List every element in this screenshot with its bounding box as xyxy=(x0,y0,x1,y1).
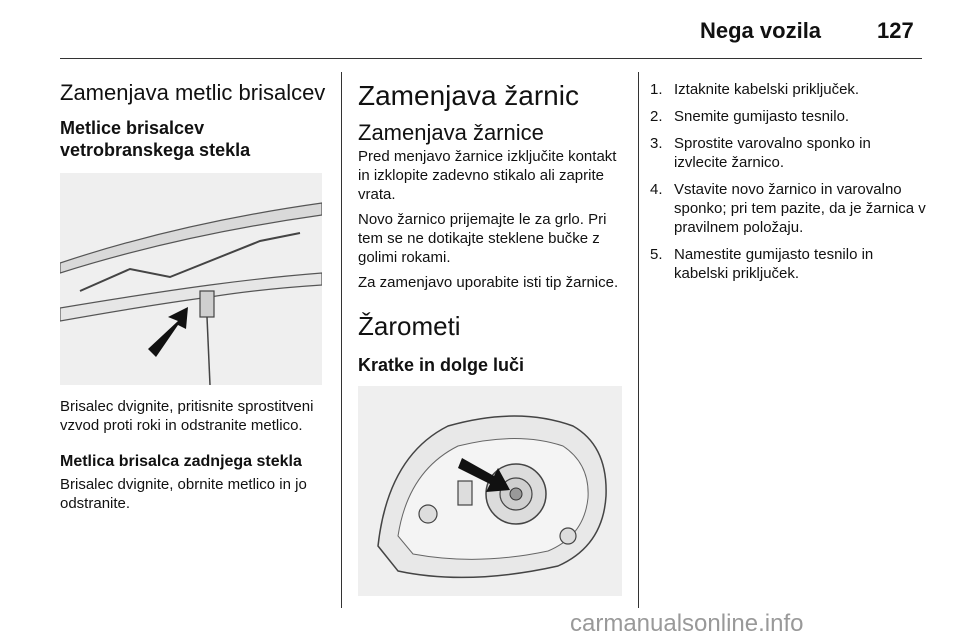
bulb-steps-list xyxy=(650,80,928,283)
section-heading-wiper-blades: Zamenjava metlic brisalcev xyxy=(60,80,326,105)
subheading-windscreen-blades: Metlice brisalcev vetrobranskega stekla xyxy=(60,118,251,160)
wiper-illustration xyxy=(60,173,322,385)
step-number: 4. xyxy=(650,181,663,198)
middle-column xyxy=(358,80,624,596)
bulb-paragraph-handling: Novo žarnico prijemajte le za grlo. Pri tem se ne dotikajte steklene bučke z golimi rokami. xyxy=(358,211,607,266)
list-item xyxy=(650,134,928,172)
bulb-paragraph-ignition: Pred menjavo žarnice izključite kontakt in izklopite zadevno stikalo ali zaprite vrata. xyxy=(358,148,617,203)
wiper-arm-drawing xyxy=(60,173,322,385)
header-title: Nega vozila xyxy=(700,18,822,43)
list-item xyxy=(650,245,928,283)
subheading-low-high-beam: Kratke in dolge luči xyxy=(358,355,525,375)
step-number: 2. xyxy=(650,108,663,125)
step-number: 3. xyxy=(650,135,663,152)
watermark: carmanualsonline.info xyxy=(570,610,804,637)
step-text: Sprostite varovalno sponko in izvlecite žarnico. xyxy=(674,135,871,171)
step-text: Snemite gumijasto tesnilo. xyxy=(674,108,850,125)
headlight-illustration xyxy=(358,386,622,596)
list-item xyxy=(650,80,928,99)
subheading-bulb-replacement: Zamenjava žarnice xyxy=(358,120,544,145)
windscreen-blade-instruction: Brisalec dvignite, pritisnite sprostitveni vzvod proti roki in odstranite metlico. xyxy=(60,398,314,434)
step-text: Vstavite novo žarnico in varovalno sponko; pri tem pazite, da je žarnica v pravilnem položaju. xyxy=(674,181,926,236)
column-divider-left xyxy=(341,72,342,608)
step-text: Iztaknite kabelski priključek. xyxy=(674,81,860,98)
section-heading-headlights: Žarometi xyxy=(358,311,461,341)
column-divider-right xyxy=(638,72,639,608)
section-heading-bulb-replacement: Zamenjava žarnic xyxy=(358,80,579,111)
step-number: 1. xyxy=(650,81,663,98)
subheading-rear-blade: Metlica brisalca zadnjega stekla xyxy=(60,453,302,470)
step-number: 5. xyxy=(650,246,663,263)
headlight-drawing xyxy=(358,386,622,596)
page-number: 127 xyxy=(877,18,914,43)
step-text: Namestite gumijasto tesnilo in kabelski priključek. xyxy=(674,246,874,282)
right-column xyxy=(650,80,928,291)
rear-blade-instruction: Brisalec dvignite, obrnite metlico in jo odstranite. xyxy=(60,476,307,512)
list-item xyxy=(650,180,928,237)
bulb-paragraph-type: Za zamenjavo uporabite isti tip žarnice. xyxy=(358,274,619,291)
left-column xyxy=(60,80,328,513)
list-item xyxy=(650,107,928,126)
header-rule xyxy=(60,58,922,59)
